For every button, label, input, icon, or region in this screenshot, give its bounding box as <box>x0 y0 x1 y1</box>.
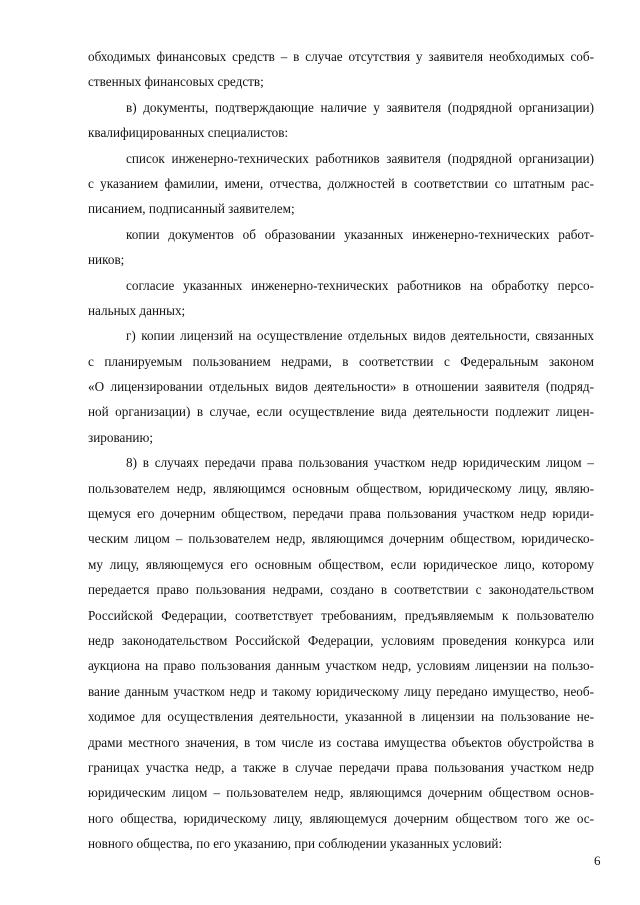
text-line: ходимое для осуществления деятельности, указанной в лицензии на пользование не- <box>88 709 594 725</box>
text-line: 8) в случаях передачи права пользования участком недр юридическим лицом – <box>126 455 594 471</box>
text-line: зированию; <box>88 429 153 445</box>
text-line: ников; <box>88 252 125 268</box>
text-line: вание данным участком недр и такому юридическому лицу передано имущество, необ- <box>88 683 594 699</box>
text-line: ного общества, юридическому лицу, являющемуся дочерним обществом того же ос- <box>88 810 594 826</box>
text-line: квалифицированных специалистов: <box>88 125 289 141</box>
paragraph <box>88 44 594 95</box>
text-line: «О лицензировании отдельных видов деятельности» в отношении заявителя (подряд- <box>88 379 594 395</box>
text-line: Российской Федерации, соответствует требованиям, предъявляемым к пользователю <box>88 607 594 623</box>
paragraph <box>88 95 594 146</box>
text-line: обходимых финансовых средств – в случае отсутствия у заявителя необходимых соб- <box>88 49 594 64</box>
text-line: пользователем недр, являющимся основным обществом, юридическому лицу, являю- <box>88 480 594 496</box>
text-line: му лицу, являющемуся его основным обществом, если юридическое лицо, которому <box>88 556 594 572</box>
text-line: копии документов об образовании указанных инженерно-технических работ- <box>126 226 594 242</box>
text-line: передается право пользования недрами, создано в соответствии с законодательством <box>88 582 594 598</box>
text-line: писанием, подписанный заявителем; <box>88 201 295 217</box>
text-line: согласие указанных инженерно-технических работников на обработку персо- <box>126 277 594 293</box>
text-line: юридическим лицом – пользователем недр, являющимся дочерним обществом основ- <box>88 785 594 801</box>
text-line: границах участка недр, а также в случае передачи права пользования участком недр <box>88 759 594 775</box>
paragraph <box>88 273 594 324</box>
text-line: нальных данных; <box>88 302 186 318</box>
text-line: ной организации) в случае, если осуществление вида деятельности подлежит лицен- <box>88 404 594 420</box>
text-line: с указанием фамилии, имени, отчества, должностей в соответствии со штатным рас- <box>88 175 594 191</box>
text-line: аукциона на право пользования данным участком недр, условиям лицензии на пользо- <box>88 658 594 674</box>
text-line: с планируемым пользованием недрами, в соответствии с Федеральным законом <box>88 353 594 369</box>
text-line: ственных финансовых средств; <box>88 74 264 90</box>
paragraph <box>88 146 594 222</box>
document-body <box>88 44 594 857</box>
paragraph <box>88 450 594 856</box>
text-line: в) документы, подтверждающие наличие у заявителя (подрядной организации) <box>126 99 594 115</box>
text-line: щемуся его дочерним обществом, передачи права пользования участком недр юриди- <box>88 506 594 522</box>
text-line: новного общества, по его указанию, при соблюдении указанных условий: <box>88 836 503 852</box>
text-line: список инженерно-технических работников заявителя (подрядной организации) <box>126 150 594 166</box>
page-number: 6 <box>594 853 601 868</box>
text-line: драми местного значения, в том числе из состава имущества объектов обустройства в <box>88 734 594 750</box>
text-line: ческим лицом – пользователем недр, являющимся дочерним обществом, юридическо- <box>88 531 594 547</box>
text-line: г) копии лицензий на осуществление отдельных видов деятельности, связанных <box>126 328 594 344</box>
text-line: недр законодательством Российской Федерации, условиям проведения конкурса или <box>88 632 594 648</box>
paragraph <box>88 323 594 450</box>
paragraph <box>88 222 594 273</box>
